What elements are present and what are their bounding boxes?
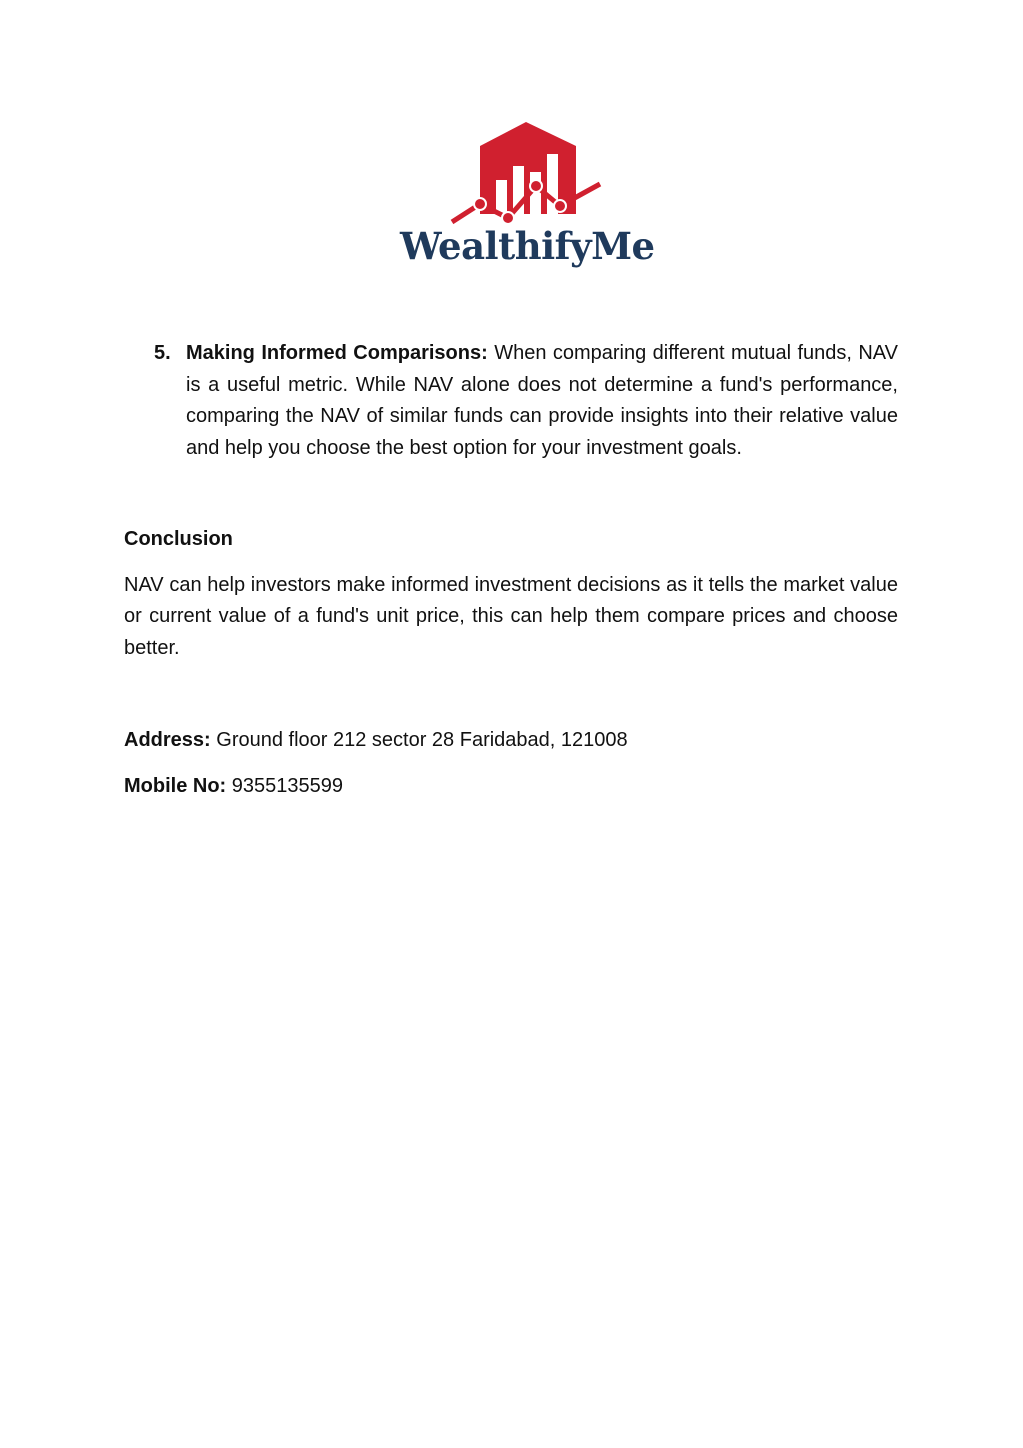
logo-wordmark: WealthifyMe: [400, 224, 655, 268]
list-item-title: Making Informed Comparisons:: [186, 342, 488, 364]
list-number: 5.: [154, 342, 171, 364]
mobile-line: [124, 771, 898, 803]
mobile-label: Mobile No:: [124, 774, 227, 797]
conclusion-paragraph: NAV can help investors make informed investment decisions as it tells the market value or current value of a fund's unit price, this can help them compare prices and choose better.: [124, 573, 898, 659]
mobile-value: 9355135599: [226, 774, 344, 797]
conclusion-heading: Conclusion: [124, 528, 233, 550]
company-logo: [400, 118, 655, 283]
document-body: [124, 338, 898, 802]
house-bar-chart-icon: [400, 118, 650, 228]
list-item-text: When comparing different mutual funds, NAV is a useful metric. While NAV alone does not determine a fund's performance, comparing the NAV of similar funds can provide insights into their relative value and help you choose the best option for your investment goals.: [186, 342, 898, 459]
address-line: [124, 725, 898, 757]
list-item-5: [124, 338, 898, 464]
address-value: Ground floor 212 sector 28 Faridabad, 121008: [210, 729, 628, 751]
address-label: Address:: [124, 729, 211, 751]
